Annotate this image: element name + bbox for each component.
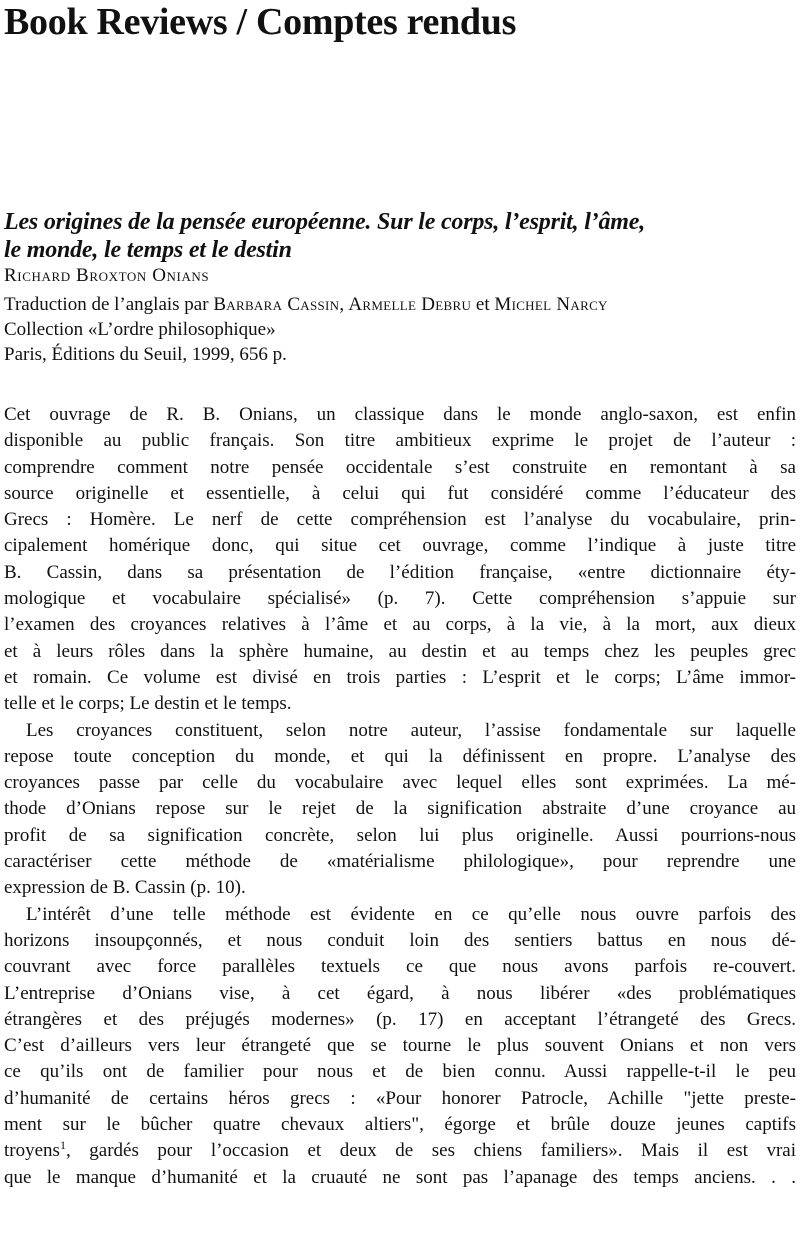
footnote-marker[interactable]: 1 bbox=[59, 1138, 66, 1153]
book-title-line-1: Les origines de la pensée européenne. Sur le corps, l’esprit, l’âme, bbox=[4, 209, 646, 235]
body-line: horizons insoupçonnés, et nous conduit loin des sentiers battus en nous dé- bbox=[4, 929, 796, 951]
body-line-with-footnote bbox=[4, 1138, 796, 1164]
section-title: Book Reviews / Comptes rendus bbox=[4, 1, 517, 43]
translators: Barbara Cassin, Armelle Debru bbox=[213, 294, 472, 315]
body-line: Les croyances constituent, selon notre auteur, l’assise fondamentale sur laquelle bbox=[26, 719, 796, 741]
body-text-fragment: troyens bbox=[4, 1140, 60, 1162]
body-line: Cet ouvrage de R. B. Onians, un classique dans le monde anglo-saxon, est enfin bbox=[4, 404, 796, 425]
body-line: B. Cassin, dans sa présentation de l’édition française, «entre dictionnaire éty- bbox=[4, 561, 796, 583]
book-title bbox=[4, 208, 800, 264]
body-line: ment sur le bûcher quatre chevaux altiers", égorge et brûle douze jeunes captifs bbox=[4, 1114, 796, 1136]
translation-prefix: Traduction de l’anglais par bbox=[4, 294, 214, 315]
publication-info: Paris, Éditions du Seuil, 1999, 656 p. bbox=[4, 344, 287, 365]
body-line: caractériser cette méthode de «matérialisme philologique», pour reprendre une bbox=[4, 851, 796, 873]
body-line: disponible au public français. Son titre ambitieux exprime le projet de l’auteur : bbox=[4, 430, 796, 452]
body-line: thode d’Onians repose sur le rejet de la signification abstraite d’une croyance au bbox=[4, 798, 796, 820]
body-line: Grecs : Homère. Le nerf de cette compréhension est l’analyse du vocabulaire, prin- bbox=[4, 509, 796, 531]
translation-credit bbox=[4, 292, 800, 317]
body-line: repose toute conception du monde, et qui la définissent en propre. L’analyse des bbox=[4, 745, 796, 767]
book-title-line-2: le monde, le temps et le destin bbox=[4, 237, 292, 263]
body-line: C’est d’ailleurs vers leur étrangeté que se tourne le plus souvent Onians et non vers bbox=[4, 1035, 796, 1057]
body-line: mologique et vocabulaire spécialisé» (p. 7). Cette compréhension s’appuie sur bbox=[4, 588, 796, 610]
body-line: source originelle et essentielle, à celui qui fut considéré comme l’éducateur des bbox=[4, 482, 796, 504]
book-author: Richard Broxton Onians bbox=[4, 265, 210, 286]
translator-last: Michel Narcy bbox=[494, 294, 608, 315]
collection: Collection «L’ordre philosophique» bbox=[4, 319, 276, 340]
body-line: l’examen des croyances relatives à l’âme et au corps, à la vie, à la mort, aux dieux bbox=[4, 614, 796, 636]
review-body bbox=[4, 402, 796, 1191]
body-line: et à leurs rôles dans la sphère humaine, au destin et au temps chez les peuples grec bbox=[4, 640, 796, 662]
body-line: L’entreprise d’Onians vise, à cet égard, à nous libérer «des problématiques bbox=[4, 982, 796, 1004]
review-header bbox=[4, 208, 800, 367]
body-line: L’intérêt d’une telle méthode est évidente en ce qu’elle nous ouvre parfois des bbox=[26, 903, 796, 925]
body-line: croyances passe par celle du vocabulaire avec lequel elles sont exprimées. La mé- bbox=[4, 772, 796, 794]
body-line: telle et le corps; Le destin et le temps. bbox=[4, 693, 292, 715]
body-line: ce qu’ils ont de familier pour nous et de bien connu. Aussi rappelle-t-il le peu bbox=[4, 1061, 796, 1083]
translation-and: et bbox=[471, 294, 495, 315]
body-line: que le manque d’humanité et la cruauté ne sont pas l’apanage des temps anciens. . . bbox=[4, 1166, 796, 1188]
body-text-fragment: , gardés pour l’occasion et deux de ses chiens familiers». Mais il est vrai bbox=[65, 1140, 796, 1162]
body-line: cipalement homérique donc, qui situe cet ouvrage, comme l’indique à juste titre bbox=[4, 535, 796, 557]
body-line: et romain. Ce volume est divisé en trois parties : L’esprit et le corps; L’âme immor- bbox=[4, 666, 796, 688]
body-line: d’humanité de certains héros grecs : «Pour honorer Patrocle, Achille "jette preste- bbox=[4, 1087, 796, 1109]
body-line: expression de B. Cassin (p. 10). bbox=[4, 877, 246, 899]
body-line: profit de sa signification concrète, selon lui plus originelle. Aussi pourrions-nous bbox=[4, 824, 796, 846]
body-line: couvrant avec force parallèles textuels ce que nous avons parfois re-couvert. bbox=[4, 956, 796, 978]
body-line: comprendre comment notre pensée occidentale s’est construite en remontant à sa bbox=[4, 456, 796, 478]
body-line: étrangères et des préjugés modernes» (p. 17) en acceptant l’étrangeté des Grecs. bbox=[4, 1008, 796, 1030]
